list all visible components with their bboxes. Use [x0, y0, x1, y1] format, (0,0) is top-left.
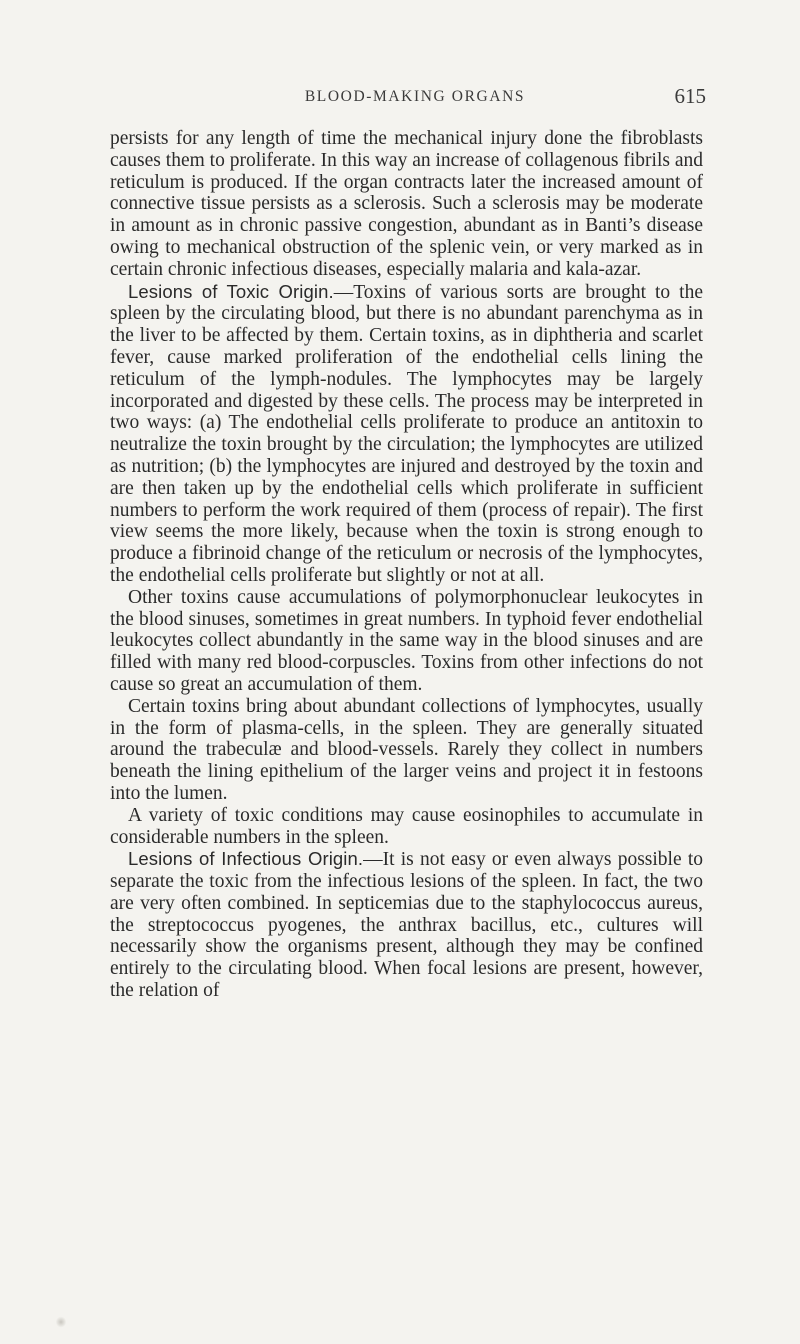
paragraph-lymphocyte-collections	[110, 696, 703, 805]
paragraph-infectious-origin	[110, 848, 703, 1002]
section-heading-toxic-origin: Lesions of Toxic Origin.	[128, 280, 334, 302]
paragraph-eosinophiles	[110, 805, 703, 849]
paragraph-text: Certain toxins bring about abundant collections of lymphocytes, usually in the form of plasma-cells, in the spleen. They are generally situated around the trabeculæ and blood-vessels. Rarely they collect in numbers beneath the lining epithelium of the larger veins and project it in festoons into the lumen.	[110, 695, 703, 804]
paragraph-toxic-origin	[110, 281, 703, 587]
page-number: 615	[674, 84, 706, 108]
paragraph-text: persists for any length of time the mechanical injury done the fibroblasts causes them to proliferate. In this way an increase of collagenous fibrils and reticulum is produced. If the organ contracts later the increased amount of connective tissue persists as a sclerosis. Such a sclerosis may be moderate in amount as in chronic passive congestion, abundant as in Banti’s disease owing to mechanical obstruction of the splenic vein, or very marked as in certain chronic infectious diseases, especially malaria and kala-azar.	[110, 128, 703, 280]
paragraph-text: —Toxins of various sorts are brought to the spleen by the circulating blood, but there is no abundant parenchyma as in the liver to be affected by them. Certain toxins, as in diphtheria and scarlet fever, cause marked proliferation of the endothelial cells lining the reticulum of the lymph-nodules. The lymphocytes may be largely incorporated and digested by these cells. The process may be interpreted in two ways: (a) The endothelial cells proliferate to produce an antitoxin to neutralize the toxin brought by the circulation; the lymphocytes are utilized as nutrition; (b) the lymphocytes are injured and destroyed by the toxin and are then taken up by the endothelial cells which proliferate in sufficient numbers to perform the work required of them (process of repair). The first view seems the more likely, because when the toxin is strong enough to produce a fibrinoid change of the reticulum or necrosis of the lymphocytes, the endothelial cells proliferate but slightly or not at all.	[110, 281, 704, 586]
paragraph-text: Other toxins cause accumulations of polymorphonuclear leukocytes in the blood sinuses, sometimes in great numbers. In typhoid fever endothelial leukocytes collect abundantly in the same way in the blood sinuses and are filled with many red blood-corpuscles. Toxins from other infections do not cause so great an accumulation of them.	[110, 586, 703, 695]
paragraph-other-toxins	[110, 587, 703, 696]
section-heading-infectious-origin: Lesions of Infectious Origin.	[128, 848, 364, 870]
paragraph-text: A variety of toxic conditions may cause eosinophiles to accumulate in considerable numbers in the spleen.	[110, 804, 703, 848]
paragraph-text: —It is not easy or even always possible to separate the toxic from the infectious lesions of the spleen. In fact, the two are very often combined. In septicemias due to the staphylococcus aureus, the streptococcus pyogenes, the anthrax bacillus, etc., cultures will necessarily show the organisms present, although they may be confined entirely to the circulating blood. When focal lesions are present, however, the relation of	[110, 849, 703, 1002]
body-text	[110, 128, 703, 1002]
page-stain	[56, 1316, 66, 1328]
paragraph-continuation	[110, 128, 703, 281]
running-title: BLOOD-MAKING ORGANS	[304, 88, 526, 105]
running-header	[0, 84, 800, 118]
